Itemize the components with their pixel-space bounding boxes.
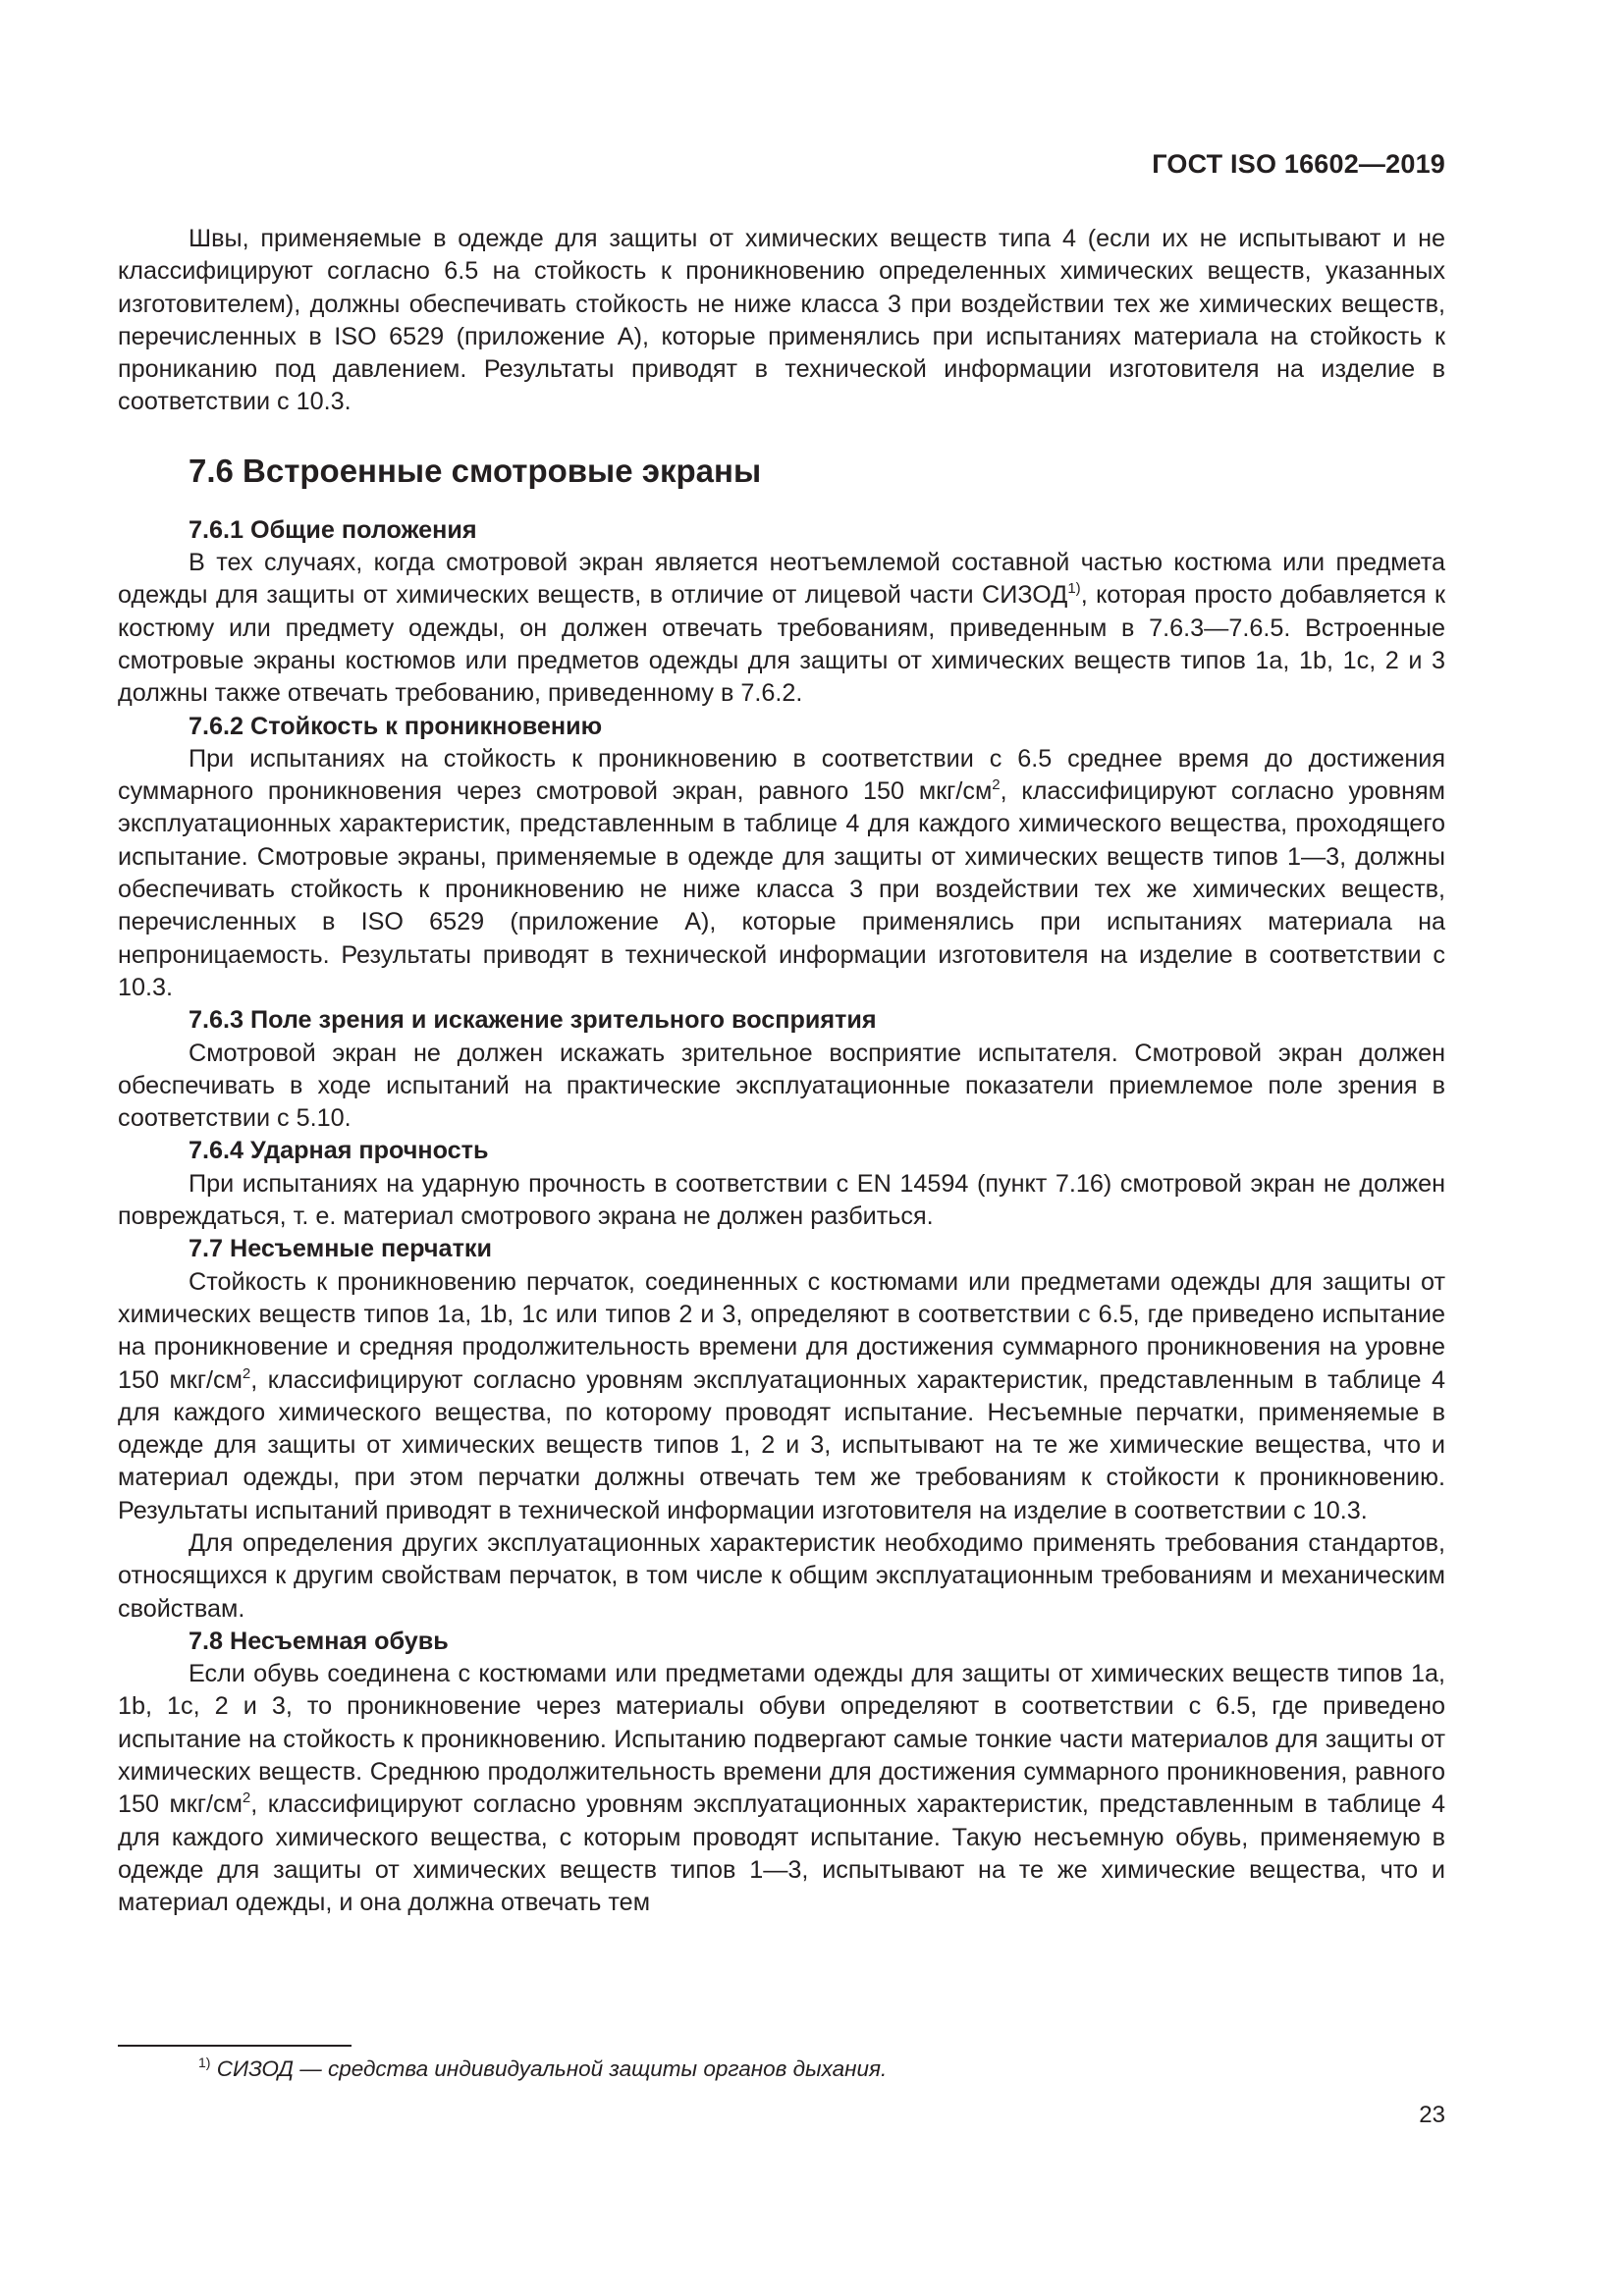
section-7-7-text-b: , классифицируют согласно уровням эксплуатационных характеристик, представленным в таблице 4 для каждого химического вещества, по которому проводят испытание. Несъемные перчатки, применяемые в одежде для защиты от химических веществ типов 1, 2 и 3, испытывают на те же химические вещества, что и материал одежды, при этом перчатки должны отвечать тем же требованиям к стойкости к проникновению. Результаты испытаний приводят в технической информации изготовителя на изделие в соответствии с 10.3. — [118, 1365, 1445, 1524]
superscript-2: 2 — [992, 776, 1001, 794]
footnote — [198, 2055, 887, 2084]
section-7-7-heading: 7.7 Несъемные перчатки — [189, 1235, 492, 1263]
section-7-7-paragraph-1 — [118, 1266, 1445, 1527]
section-7-6-3-heading: 7.6.3 Поле зрения и искажение зрительного восприятия — [189, 1006, 877, 1035]
section-7-6-2-text-a: При испытаниях на стойкость к проникновению в соответствии с 6.5 среднее время до достижения суммарного проникновения через смотровой экран, равного 150 мкг/см — [118, 744, 1445, 806]
section-7-6-3-paragraph: Смотровой экран не должен искажать зрительное восприятие испытателя. Смотровой экран должен обеспечивать в ходе испытаний на практические эксплуатационные показатели приемлемое поле зрения в соответствии с 5.10. — [118, 1039, 1445, 1133]
section-7-6-1-heading: 7.6.1 Общие положения — [189, 515, 477, 544]
section-7-8-paragraph — [118, 1658, 1445, 1919]
footnote-text: СИЗОД — средства индивидуальной защиты органов дыхания. — [216, 2056, 888, 2081]
section-7-6-2-paragraph — [118, 743, 1445, 1004]
superscript-2: 2 — [242, 1789, 251, 1807]
section-7-6-1-text-b: , которая просто добавляется к костюму или предмету одежды, он должен отвечать требованиям, приведенным в 7.6.3—7.6.5. Встроенные смотровые экраны костюмов или предметов одежды для защиты от химических веществ типов 1а, 1b, 1c, 2 и 3 должны также отвечать требованию, приведенному в 7.6.2. — [118, 581, 1445, 708]
section-7-8-text-a: Если обувь соединена с костюмами или предметами одежды для защиты от химических веществ типов 1а, 1b, 1c, 2 и 3, то проникновение через материалы обуви определяют в соответствии с 6.5, где приведено испытание на стойкость к проникновению. Испытанию подвергают самые тонкие части материалов для защиты от химических веществ. Среднюю продолжительность времени для достижения суммарного проникновения, равного 150 мкг/см — [118, 1660, 1445, 1819]
section-7-6-4-heading: 7.6.4 Ударная прочность — [189, 1137, 489, 1165]
intro-paragraph: Швы, применяемые в одежде для защиты от химических веществ типа 4 (если их не испытывают и не классифицируют согласно 6.5 на стойкость к проникновению определенных химических веществ, указанных изготовителем), должны обеспечивать стойкость не ниже класса 3 при воздействии тех же химических веществ, перечисленных в ISO 6529 (приложение А), которые применялись при испытаниях материала на стойкость к прониканию под давлением. Результаты приводят в технической информации изготовителя на изделие в соответствии с 10.3. — [118, 225, 1445, 416]
section-7-6-1-text-a: В тех случаях, когда смотровой экран является неотъемлемой составной частью костюма или предмета одежды для защиты от химических веществ, в отличие от лицевой части СИЗОД — [118, 549, 1445, 610]
footnote-reference: 1) — [1067, 580, 1081, 598]
superscript-2: 2 — [242, 1364, 251, 1382]
section-7-6-2-heading: 7.6.2 Стойкость к проникновению — [189, 712, 603, 740]
section-7-6-heading: 7.6 Встроенные смотровые экраны — [189, 452, 762, 489]
document-page — [118, 0, 1445, 2296]
document-body — [118, 223, 1445, 1920]
section-7-7-text-a: Стойкость к проникновению перчаток, соединенных с костюмами или предметами одежды для защиты от химических веществ типов 1а, 1b, 1c или типов 2 и 3, определяют в соответствии с 6.5, где приведено испытание на проникновение и средняя продолжительность времени для достижения суммарного проникновения на уровне 150 мкг/см — [118, 1267, 1445, 1394]
section-7-8-text-b: , классифицируют согласно уровням эксплуатационных характеристик, представленным в таблице 4 для каждого химического вещества, с которым проводят испытание. Такую несъемную обувь, применяемую в одежде для защиты от химических веществ типов 1—3, испытывают на те же химические вещества, что и материал одежды, и она должна отвечать тем — [118, 1790, 1445, 1917]
footnote-mark: 1) — [198, 2055, 211, 2070]
footnote-separator — [118, 2045, 352, 2047]
document-code-header: ГОСТ ISO 16602—2019 — [1152, 149, 1445, 179]
page-number: 23 — [1419, 2102, 1445, 2128]
section-7-6-1-paragraph — [118, 547, 1445, 710]
section-7-8-heading: 7.8 Несъемная обувь — [189, 1627, 449, 1655]
section-7-6-2-text-b: , классифицируют согласно уровням эксплуатационных характеристик, представленным в таблице 4 для каждого химического вещества, проходящего испытание. Смотровые экраны, применяемые в одежде для защиты от химических веществ типов 1—3, должны обеспечивать стойкость к проникновению не ниже класса 3 при воздействии тех же химических веществ, перечисленных в ISO 6529 (приложение А), которые применялись при испытаниях материала на непроницаемость. Результаты приводят в технической информации изготовителя на изделие в соответствии с 10.3. — [118, 777, 1445, 1001]
section-7-6-4-paragraph: При испытаниях на ударную прочность в соответствии с EN 14594 (пункт 7.16) смотровой экран не должен повреждаться, т. е. материал смотрового экрана не должен разбиться. — [118, 1169, 1445, 1231]
section-7-7-paragraph-2: Для определения других эксплуатационных характеристик необходимо применять требования стандартов, относящихся к другим свойствам перчаток, в том числе к общим эксплуатационным требованиям и механическим свойствам. — [118, 1528, 1445, 1623]
